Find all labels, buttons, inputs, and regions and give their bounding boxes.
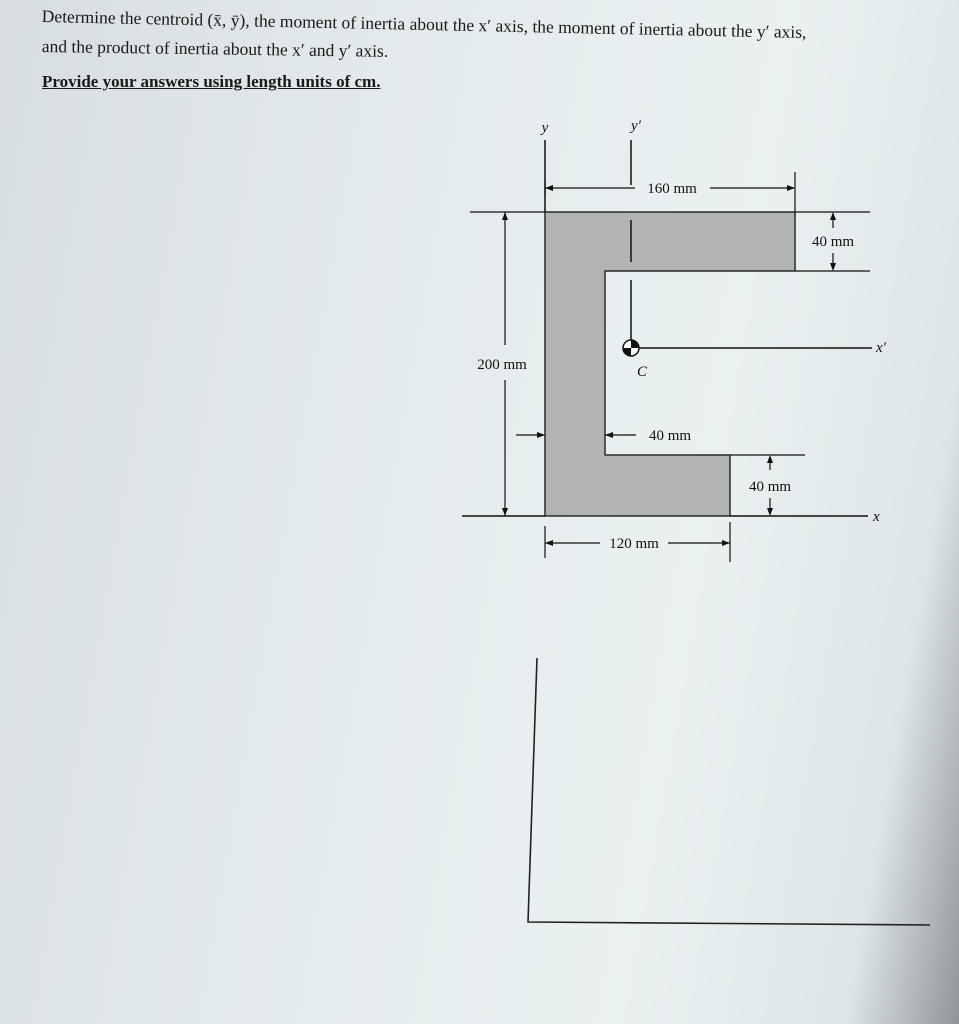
problem-instruction: Provide your answers using length units of cm. [42,72,381,91]
dimension-bottom-width-label: 120 mm [609,536,659,552]
centroid-label: C [636,364,648,380]
answer-sketch-lines [528,658,930,925]
x-axis-label: x [873,509,880,525]
y-axis-label: y [541,120,549,136]
dimension-top-width-label: 160 mm [647,181,697,197]
dimension-bottom-thickness-label: 40 mm [748,479,792,495]
centroid-marker [623,340,639,356]
problem-line-1: Determine the centroid (x̄, ȳ), the moment of inertia about the x′ axis, the moment of inertia about the y′ axis, [41,6,807,43]
cross-section-shape [545,212,795,516]
dimension-top-thickness-label: 40 mm [811,234,855,250]
x-prime-axis-label: x′ [876,340,886,356]
y-prime-axis-label: y′ [631,118,641,134]
dimension-web-thickness-label: 40 mm [648,428,692,444]
problem-line-2: and the product of inertia about the x′ and y′ axis. [41,36,389,61]
dimension-height-label: 200 mm [477,357,527,373]
